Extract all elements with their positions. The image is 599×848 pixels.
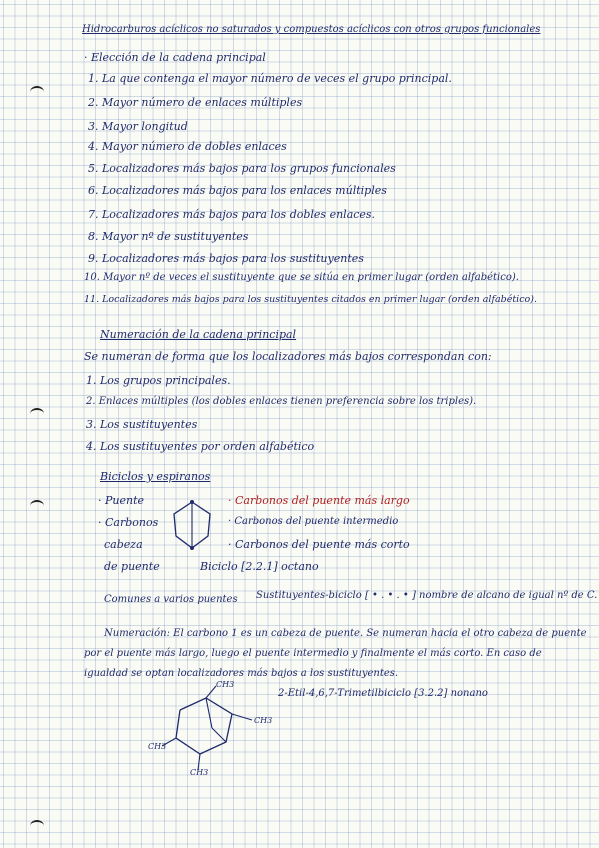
list-item: 3. Los sustituyentes <box>86 418 198 431</box>
paragraph-line: igualdad se optan localizadores más bajos a los sustituyentes. <box>84 668 399 679</box>
label: · Puente <box>98 494 145 507</box>
list-item: 2. Enlaces múltiples (los dobles enlaces tienen preferencia sobre los triples). <box>86 396 477 407</box>
section-heading: Biciclos y espiranos <box>100 470 211 483</box>
label: · Carbonos del puente intermedio <box>228 516 399 527</box>
label: cabeza <box>104 538 143 551</box>
list-item: 10. Mayor nº de veces el sustituyente que se sitúa en primer lugar (orden alfabético). <box>84 272 519 283</box>
paragraph-line: por el puente más largo, luego el puente intermedio y finalmente el más corto. En caso de <box>84 648 542 659</box>
section-heading: Numeración de la cadena principal <box>100 328 297 341</box>
binder-hole-mark <box>30 86 44 98</box>
molecule-label: CH3 <box>190 768 209 777</box>
bicyclo-sketch <box>168 496 216 556</box>
molecule-label: CH3 <box>148 742 167 751</box>
list-item: 1. La que contenga el mayor número de veces el grupo principal. <box>88 72 452 85</box>
label: Comunes a varios puentes <box>104 594 238 605</box>
paragraph-line: Numeración: El carbono 1 es un cabeza de puente. Se numeran hacia el otro cabeza de puente <box>104 628 587 639</box>
list-item: 2. Mayor número de enlaces múltiples <box>88 96 303 109</box>
label: · Carbonos <box>98 516 159 529</box>
molecule-sketch <box>140 680 280 780</box>
list-item: 5. Localizadores más bajos para los grupos funcionales <box>88 162 396 175</box>
binder-hole-mark <box>30 408 44 420</box>
binder-hole-mark <box>30 820 44 832</box>
list-item: 7. Localizadores más bajos para los dobles enlaces. <box>88 208 376 221</box>
label: · Carbonos del puente más largo <box>228 494 410 507</box>
binder-hole-mark <box>30 500 44 512</box>
formula-line: Sustituyentes-biciclo [ • . • . • ] nombre de alcano de igual nº de C. <box>256 590 598 601</box>
example-name: 2-Etil-4,6,7-Trimetilbiciclo [3.2.2] nonano <box>278 688 488 699</box>
list-item: 8. Mayor nº de sustituyentes <box>88 230 249 243</box>
label: de puente <box>104 560 160 573</box>
list-item: 3. Mayor longitud <box>88 120 188 133</box>
list-item: 9. Localizadores más bajos para los sustituyentes <box>88 252 364 265</box>
molecule-label: CH3 <box>216 680 235 689</box>
label: · Carbonos del puente más corto <box>228 538 410 551</box>
list-item: 4. Mayor número de dobles enlaces <box>88 140 287 153</box>
list-item: 6. Localizadores más bajos para los enlaces múltiples <box>88 184 387 197</box>
example-name: Biciclo [2.2.1] octano <box>200 560 319 573</box>
list-item: 1. Los grupos principales. <box>86 374 231 387</box>
list-item: 11. Localizadores más bajos para los sustituyentes citados en primer lugar (orden alfabético). <box>84 294 537 305</box>
list-item: 4. Los sustituyentes por orden alfabético <box>86 440 315 453</box>
paragraph: Se numeran de forma que los localizadores más bajos correspondan con: <box>84 350 492 363</box>
molecule-label: CH3 <box>254 716 273 725</box>
page-title: Hidrocarburos acíclicos no saturados y compuestos acíclicos con otros grupos funcionales <box>82 24 541 35</box>
section-heading: · Elección de la cadena principal <box>84 51 266 64</box>
